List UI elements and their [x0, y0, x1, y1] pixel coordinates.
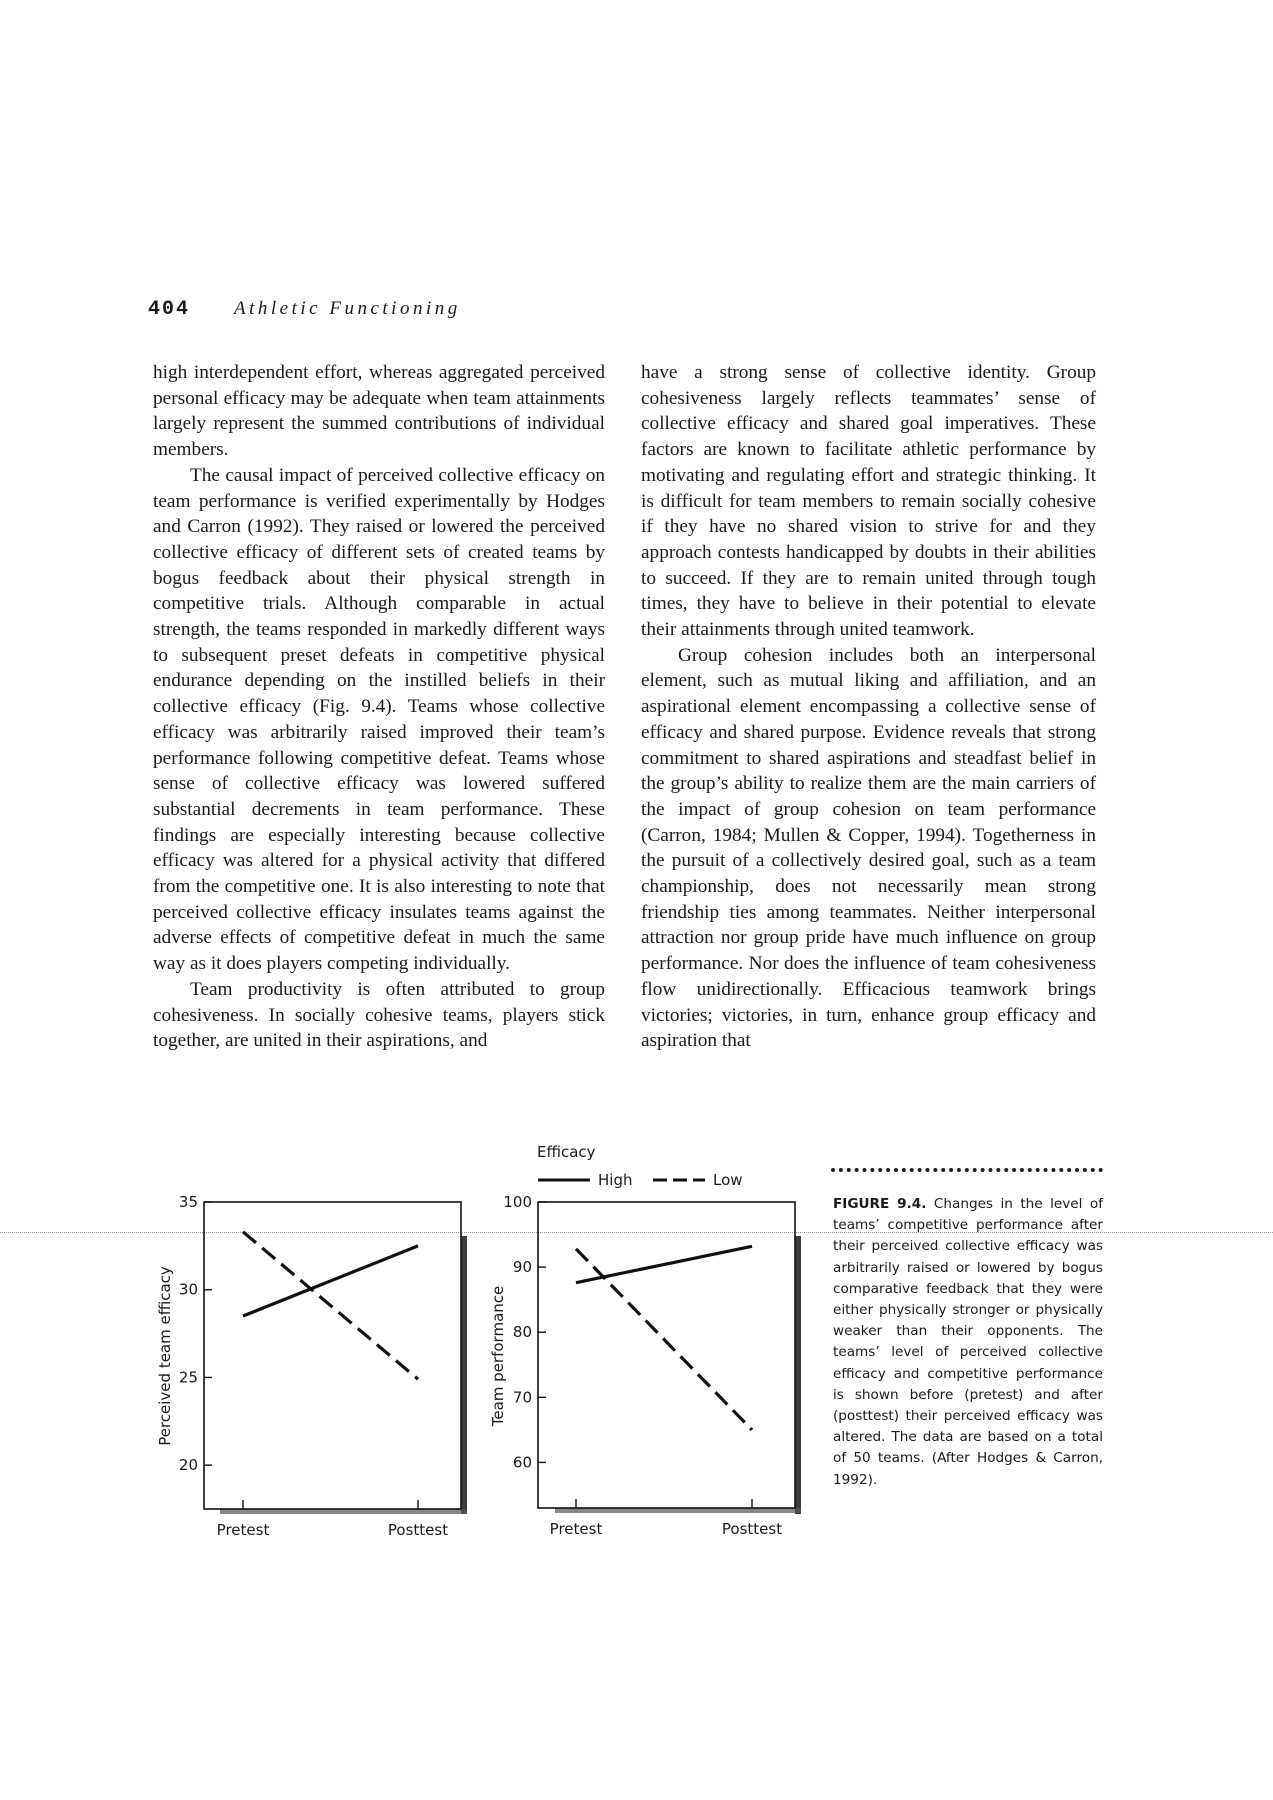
performance-chart: [489, 1193, 801, 1538]
y-tick-label: 20: [178, 1456, 198, 1475]
running-head: [148, 298, 461, 326]
legend-label-low: Low: [713, 1171, 743, 1189]
y-tick-label: 25: [178, 1368, 198, 1387]
paragraph: high interdependent effort, whereas aggregated perceived personal efficacy may be adequate when team attainments largely represent the summed contributions of individual members.: [153, 362, 605, 461]
series-lines: [576, 1246, 752, 1430]
y-ticks: [179, 1193, 212, 1474]
y-tick-label: 60: [512, 1453, 532, 1472]
x-tick-label: Pretest: [216, 1521, 270, 1539]
running-title: Athletic Functioning: [234, 298, 461, 319]
y-tick-label: 100: [503, 1193, 532, 1211]
y-axis-label: Perceived team efficacy: [156, 1266, 174, 1446]
paragraph: Team productivity is often attributed to group cohesiveness. In socially cohesive teams, players stick together, are united in their aspirations, and: [153, 978, 605, 1052]
figure-caption-text: Changes in the level of teams’ competitive performance after their perceived collective efficacy was arbitrarily raised or lowered by bogus comparative feedback that they were either physically stronger or physically weaker than their opponents. The teams’ level of perceived collective efficacy and competitive performance is shown before (pretest) and after (posttest) their perceived efficacy was altered. The data are based on a total of 50 teams. (After Hodges & Carron, 1992).: [833, 1196, 1103, 1488]
x-tick-label: Posttest: [721, 1520, 783, 1538]
legend-title: Efficacy: [537, 1143, 596, 1161]
y-tick-label: 80: [512, 1323, 532, 1342]
x-ticks: [217, 1500, 449, 1539]
page-number: 404: [148, 298, 191, 321]
efficacy-chart: [156, 1193, 467, 1539]
paragraph: The causal impact of perceived collective efficacy on team performance is verified experimentally by Hodges and Carron (1992). They raised or lowered the perceived collective efficacy of different sets of created teams by bogus feedback about their physical strength in competitive trials. Although comparable in actual strength, the teams responded in markedly different ways to subsequent preset defeats in competitive physical endurance depending on the instilled beliefs in their collective efficacy (Fig. 9.4). Teams whose collective efficacy was arbitrarily raised improved their team’s performance following competitive defeat. Teams whose sense of collective efficacy was lowered suffered substantial decrements in team performance. These findings are especially interesting because collective efficacy was altered for a physical activity that differed from the competitive one. It is also interesting to note that perceived collective efficacy insulates teams against the adverse effects of competitive defeat in much the same way as it does players competing individually.: [153, 464, 605, 975]
y-tick-label: 35: [178, 1193, 198, 1211]
left-text-column: [153, 360, 605, 1054]
y-ticks: [503, 1193, 546, 1471]
caption-dotted-rule: [831, 1168, 1103, 1178]
x-ticks: [550, 1499, 783, 1538]
figure-label: FIGURE 9.4.: [833, 1196, 927, 1212]
series-lines: [243, 1232, 418, 1379]
chart-legend: [537, 1143, 743, 1189]
y-tick-label: 90: [512, 1258, 532, 1277]
x-tick-label: Posttest: [387, 1521, 449, 1539]
paragraph: Group cohesion includes both an interpersonal element, such as mutual liking and affiliation, and an aspirational element encompassing a collective sense of efficacy and shared purpose. Evidence reveals that strong commitment to shared aspirations and steadfast belief in the group’s ability to realize them are the main carriers of the impact of group cohesion on team performance (Carron, 1984; Mullen & Copper, 1994). Togetherness in the pursuit of a collectively desired goal, such as a team championship, does not necessarily mean strong friendship ties among teammates. Neither interpersonal attraction nor group pride have much influence on group performance. Nor does the influence of team cohesiveness flow unidirectionally. Efficacious teamwork brings victories; victories, in turn, enhance group efficacy and aspiration that: [641, 644, 1096, 1052]
y-tick-label: 30: [178, 1280, 198, 1299]
legend-label-high: High: [598, 1171, 633, 1189]
series-line-low: [576, 1249, 752, 1430]
plot-frame: [538, 1202, 795, 1508]
figure-caption: [833, 1194, 1103, 1491]
plot-frame: [204, 1202, 461, 1509]
y-tick-label: 70: [512, 1388, 532, 1407]
paragraph: have a strong sense of collective identity. Group cohesiveness largely reflects teammates’ sense of collective efficacy and shared goal imperatives. These factors are known to facilitate athletic performance by motivating and regulating effort and strategic thinking. It is difficult for team members to remain socially cohesive if they have no shared vision to strive for and they approach contests handicapped by doubts in their abilities to succeed. If they are to remain united through tough times, they have to believe in their potential to elevate their attainments through united teamwork.: [641, 362, 1096, 641]
y-axis-label: Team performance: [489, 1285, 507, 1427]
frame-shadow-right: [461, 1236, 467, 1514]
frame-shadow-right: [795, 1236, 801, 1514]
x-tick-label: Pretest: [549, 1520, 603, 1538]
right-text-column: [641, 360, 1096, 1054]
